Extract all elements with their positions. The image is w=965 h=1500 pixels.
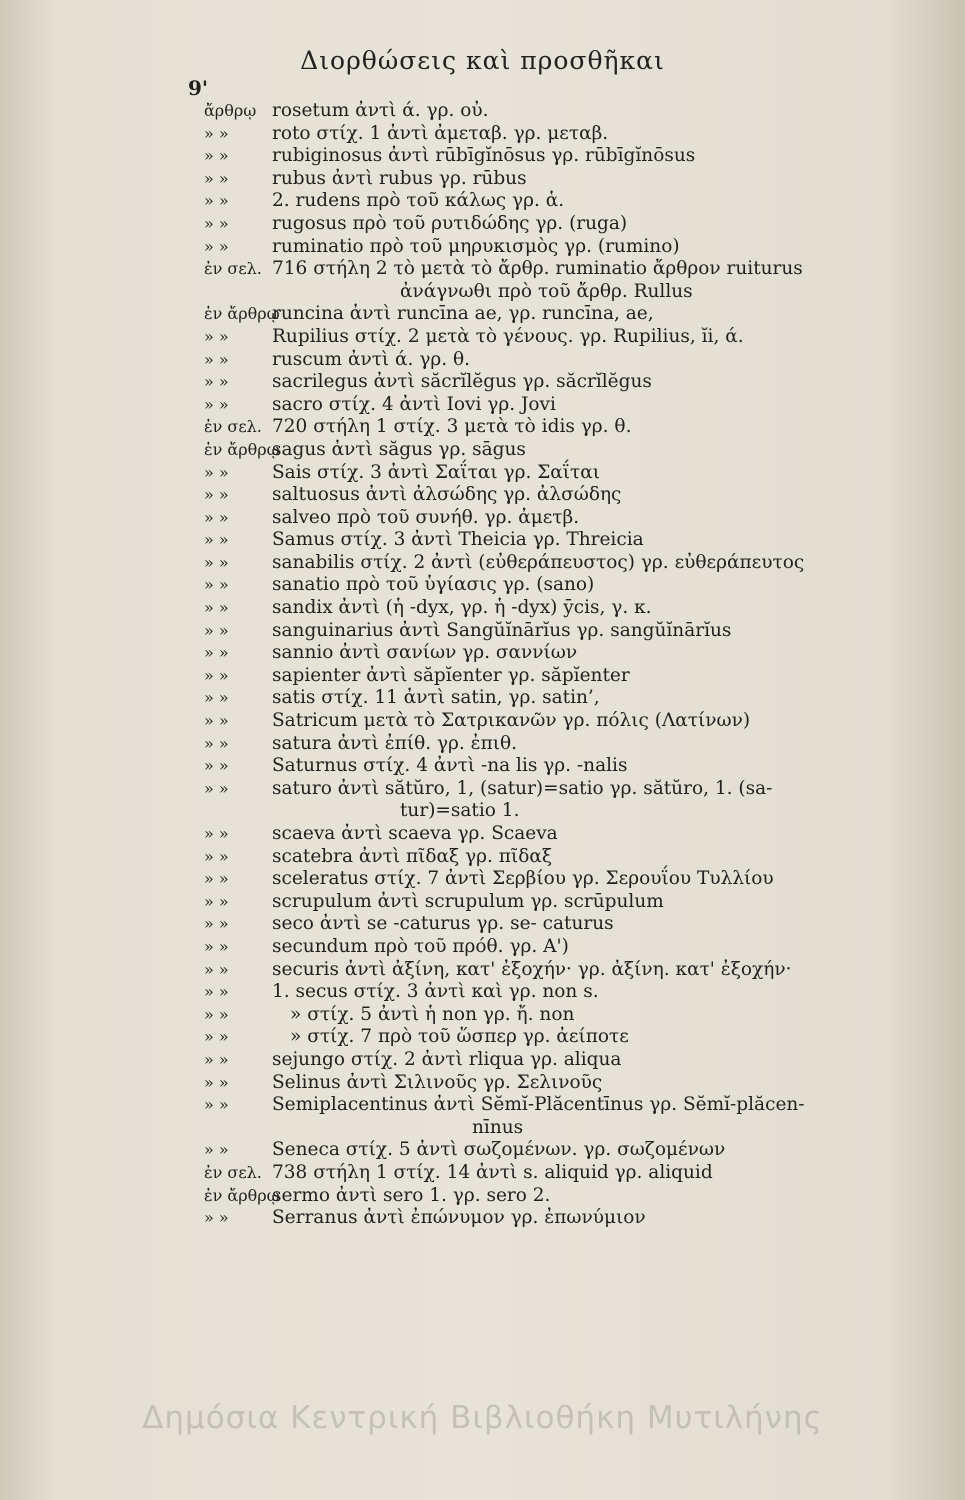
entry-text: Selinus ἀντὶ Σιλινοῦς γρ. Σελινοῦς [272, 1071, 603, 1093]
entry-reference: ἐν σελ. [204, 1162, 262, 1182]
entry-text: sejungo στίχ. 2 ἀντὶ rliqua γρ. aliqua [272, 1048, 622, 1070]
correction-entry [204, 981, 930, 1004]
entry-reference: » » [204, 146, 229, 166]
entry-reference: » » [204, 936, 229, 956]
library-watermark: Δημόσια Κεντρική Βιβλιοθήκη Μυτιλήνης [142, 1400, 823, 1436]
correction-entry [204, 258, 930, 281]
entry-reference: » » [204, 168, 229, 188]
correction-entry [204, 1139, 930, 1162]
correction-entry [204, 1026, 930, 1049]
correction-entry [204, 190, 930, 213]
correction-entry [204, 416, 930, 439]
entry-text: Serranus ἀντὶ ἐπώνυμον γρ. ἐπωνύμιον [272, 1207, 646, 1229]
entry-reference: » » [204, 688, 229, 708]
correction-entry [204, 845, 930, 869]
correction-entry [204, 506, 930, 530]
entry-reference: » » [204, 1208, 229, 1228]
entry-reference: » » [204, 1072, 229, 1092]
correction-entry [204, 687, 930, 710]
entry-text: sandix ἀντὶ (ἡ -dyx, γρ. ἡ -dyx) ȳcis, γ. κ. [272, 597, 652, 619]
entry-reference: » » [204, 462, 229, 482]
entry-reference: ἐν ἄρθρῳ [204, 439, 280, 459]
entry-text: satis στίχ. 11 ἀντὶ satin, γρ. satin’, [272, 687, 600, 709]
entry-text: sanatio πρὸ τοῦ ὑγίασις γρ. (sano) [272, 574, 595, 596]
correction-entry [240, 1117, 930, 1140]
entry-reference: » » [204, 1004, 229, 1024]
entry-reference: » » [204, 1049, 229, 1069]
entry-text: sanguinarius ἀντὶ Sangŭĭnārĭus γρ. sangŭĭnārĭus [272, 619, 732, 641]
correction-entry [204, 348, 930, 372]
corrections-list [204, 100, 930, 1230]
correction-entry [204, 167, 930, 191]
entry-text: sannio ἀντὶ σανίων γρ. σαννίων [272, 642, 578, 664]
entry-reference: ἄρθρῳ [204, 101, 257, 120]
correction-entry [204, 710, 930, 733]
correction-entry [204, 1003, 930, 1027]
entry-reference: » » [204, 191, 229, 211]
entry-reference: » » [204, 982, 229, 1002]
correction-entry [204, 890, 930, 914]
entry-text: runcina ἀντὶ runcīna ae, γρ. runcīna, ae, [272, 303, 654, 325]
entry-text: Samus στίχ. 3 ἀντὶ Theicia γρ. Threicia [272, 529, 644, 551]
entry-text: Sais στίχ. 3 ἀντὶ Σαΐται γρ. Σαΐται [272, 461, 601, 483]
entry-reference: » » [204, 1140, 229, 1160]
entry-reference: ἐν σελ. [204, 259, 262, 279]
entry-text: saturo ἀντὶ sătŭro, 1, (satur)=satio γρ. sătŭro, 1. (sa- [272, 777, 773, 799]
entry-reference: » » [204, 598, 229, 618]
correction-entry [204, 642, 930, 665]
entry-text: scatebra ἀντὶ πῖδαξ γρ. πῖδαξ [272, 845, 553, 867]
correction-entry [204, 574, 930, 597]
entry-text: ruminatio πρὸ τοῦ μηρυκισμὸς γρ. (rumino) [272, 235, 680, 257]
entry-text: sceleratus στίχ. 7 ἀντὶ Σερβίου γρ. Σερουΐου Τυλλίου [272, 868, 774, 890]
entry-reference: » » [204, 372, 229, 392]
entry-reference: » » [204, 575, 229, 595]
entry-text: sermo ἀντὶ sero 1. γρ. sero 2. [272, 1184, 551, 1206]
correction-entry [204, 145, 930, 168]
entry-reference: » » [204, 914, 229, 934]
entry-reference: ἐν ἄρθρῳ [204, 304, 280, 324]
correction-entry [240, 281, 930, 304]
entry-reference: » » [204, 349, 229, 369]
entry-reference: » » [204, 394, 229, 414]
entry-text: ruscum ἀντὶ ά. γρ. θ. [272, 348, 471, 370]
correction-entry [204, 325, 930, 349]
entry-text: 2. rudens πρὸ τοῦ κάλως γρ. ἁ. [272, 190, 565, 212]
correction-entry [240, 800, 930, 823]
entry-reference: » » [204, 620, 229, 640]
entry-text: sagus ἀντὶ săgus γρ. sāgus [272, 438, 526, 460]
entry-text: sacro στίχ. 4 ἀντὶ Iovi γρ. Jovi [272, 393, 556, 415]
entry-reference: » » [204, 824, 229, 843]
entry-reference: » » [204, 846, 229, 866]
entry-reference: ἐν σελ. [204, 417, 262, 437]
entry-text: nīnus [472, 1116, 524, 1138]
correction-entry [204, 1184, 930, 1208]
entry-reference: » » [204, 869, 229, 889]
correction-entry [204, 823, 930, 846]
entry-reference: » » [204, 733, 229, 753]
correction-entry [204, 619, 930, 643]
correction-entry [204, 393, 930, 417]
correction-entry [204, 1094, 930, 1117]
correction-entry [204, 1071, 930, 1095]
correction-entry [204, 303, 930, 326]
entry-text: seco ἀντὶ se -caturus γρ. se- caturus [272, 913, 614, 935]
entry-text: rubus ἀντὶ rubus γρ. rūbus [272, 167, 527, 189]
correction-entry [204, 461, 930, 485]
entry-reference: » » [204, 552, 229, 572]
correction-entry [204, 1048, 930, 1072]
correction-entry [204, 732, 930, 756]
correction-entry [204, 958, 930, 982]
entry-text: Satricum μετὰ τὸ Σατρικανῶν γρ. πόλις (Λατίνων) [272, 710, 751, 732]
correction-entry [204, 868, 930, 891]
entry-reference: » » [204, 711, 229, 731]
entry-text: scaeva ἀντὶ scaeva γρ. Scaeva [272, 823, 558, 844]
entry-text: secundum πρὸ τοῦ πρόθ. γρ. Α') [272, 935, 569, 957]
entry-reference: » » [204, 1095, 229, 1115]
entry-reference: » » [204, 891, 229, 911]
correction-entry [204, 122, 930, 146]
entry-text: Seneca στίχ. 5 ἀντὶ σωζομένων. γρ. σωζομένων [272, 1139, 726, 1161]
entry-reference: » » [204, 507, 229, 527]
page-title: Διορθώσεις καὶ προσθῆκαι [300, 46, 665, 75]
entry-reference: » » [204, 643, 229, 663]
entry-text: ἀνάγνωθι πρὸ τοῦ ἄρθρ. Rullus [400, 280, 693, 302]
entry-text: Saturnus στίχ. 4 ἀντὶ -na lis γρ. -nalis [272, 755, 628, 777]
entry-text: salveo πρὸ τοῦ συνήθ. γρ. ἀμετβ. [272, 506, 580, 528]
entry-text: securis ἀντὶ ἀξίνη, κατ' ἐξοχήν· γρ. ἀξίνη. κατ' ἐξοχήν· [272, 958, 792, 980]
entry-reference: » » [204, 959, 229, 979]
entry-text: Rupilius στίχ. 2 μετὰ τὸ γένους. γρ. Rupilius, ĭi, ά. [272, 325, 744, 347]
correction-entry [204, 1161, 930, 1185]
correction-entry [204, 551, 930, 575]
entry-reference: ἐν ἄρθρῳ [204, 1185, 280, 1205]
entry-text: sacrilegus ἀντὶ săcrĭlĕgus γρ. săcrĭlĕgus [272, 371, 652, 393]
correction-entry [204, 212, 930, 236]
entry-text: sanabilis στίχ. 2 ἀντὶ (εὐθεράπευστος) γρ. εὐθεράπευτος [272, 551, 805, 573]
entry-text: satura ἀντὶ ἐπίθ. γρ. ἐπιθ. [272, 732, 518, 754]
correction-entry [204, 100, 930, 123]
entry-text: roto στίχ. 1 ἀντὶ ἀμεταβ. γρ. μεταβ. [272, 122, 609, 144]
correction-entry [204, 777, 930, 801]
entry-text: » στίχ. 7 πρὸ τοῦ ὥσπερ γρ. ἀείποτε [290, 1026, 629, 1048]
entry-text: scrupulum ἀντὶ scrupulum γρ. scrūpulum [272, 890, 664, 912]
entry-text: Semiplacentinus ἀντὶ Sĕmĭ-Plăcentīnus γρ. Sĕmĭ-plăcen- [272, 1094, 805, 1116]
entry-text: rubiginosus ἀντὶ rūbīgĭnōsus γρ. rūbīgĭnōsus [272, 145, 696, 167]
entry-reference: » » [204, 123, 229, 143]
correction-entry [204, 484, 930, 507]
entry-reference: » » [204, 326, 229, 346]
entry-text: » στίχ. 5 ἀντὶ ἡ non γρ. ἤ. non [290, 1003, 575, 1025]
entry-text: tur)=satio 1. [400, 800, 520, 822]
correction-entry [204, 935, 930, 959]
correction-entry [204, 371, 930, 394]
entry-text: 738 στήλη 1 στίχ. 14 ἀντὶ s. aliquid γρ. aliquid [272, 1161, 713, 1183]
entry-reference: » » [204, 530, 229, 550]
entry-reference: » » [204, 756, 229, 776]
entry-reference: » » [204, 1027, 229, 1047]
entry-text: sapienter ἀντὶ săpĭenter γρ. săpĭenter [272, 664, 630, 686]
entry-reference: » » [204, 236, 229, 256]
entry-text: rosetum ἀντὶ ά. γρ. οὐ. [272, 100, 489, 121]
entry-text: 1. secus στίχ. 3 ἀντὶ καὶ γρ. non s. [272, 981, 599, 1003]
correction-entry [204, 438, 930, 462]
entry-reference: » » [204, 485, 229, 505]
correction-entry [204, 529, 930, 552]
correction-entry [204, 235, 930, 259]
entry-text: 716 στήλη 2 τὸ μετὰ τὸ ἄρθρ. ruminatio ἄρθρον ruiturus [272, 258, 803, 280]
entry-text: rugosus πρὸ τοῦ ρυτιδώδης γρ. (ruga) [272, 212, 628, 234]
correction-entry [204, 597, 930, 620]
entry-text: 720 στήλη 1 στίχ. 3 μετὰ τὸ idis γρ. θ. [272, 416, 632, 438]
correction-entry [204, 755, 930, 778]
entry-reference: » » [204, 213, 229, 233]
entry-text: saltuosus ἀντὶ ἀλσώδης γρ. ἀλσώδης [272, 484, 622, 506]
correction-entry [204, 664, 930, 688]
entry-reference: » » [204, 665, 229, 685]
correction-entry [204, 913, 930, 936]
correction-entry [204, 1207, 930, 1230]
page-number: 9' [188, 76, 209, 100]
entry-reference: » » [204, 778, 229, 798]
